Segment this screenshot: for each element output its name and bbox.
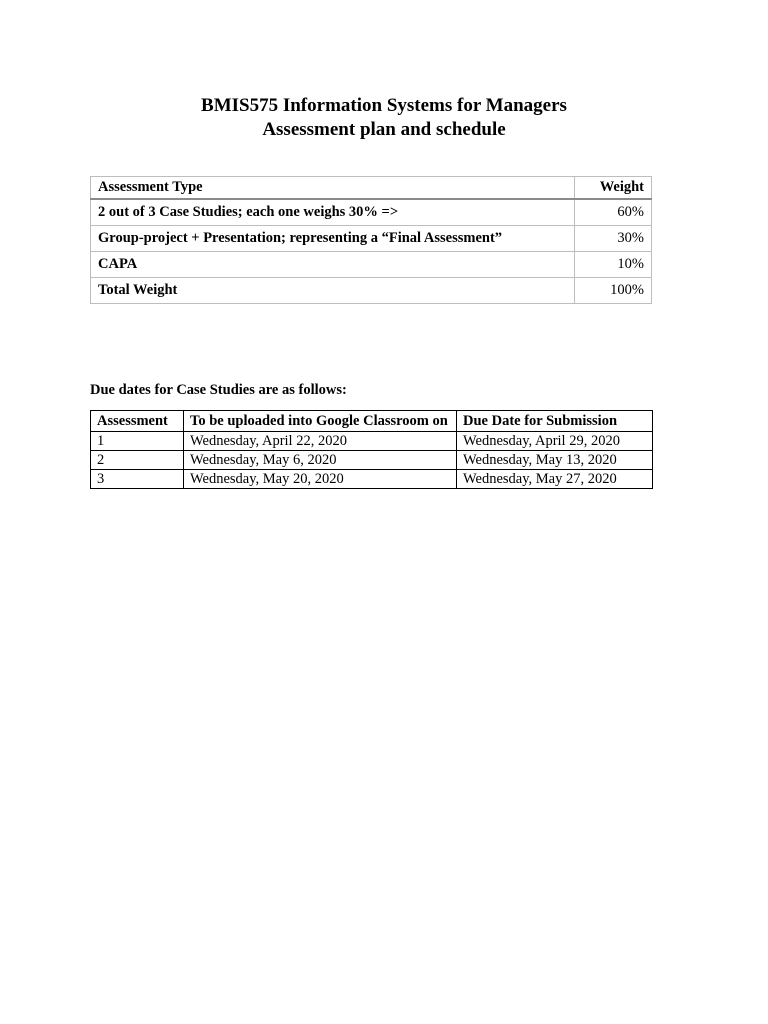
upload-date-cell: Wednesday, May 6, 2020: [184, 451, 457, 470]
assessment-type-cell: 2 out of 3 Case Studies; each one weighs 30% =>: [91, 199, 575, 226]
header-weight: Weight: [575, 177, 652, 200]
upload-date-cell: Wednesday, April 22, 2020: [184, 432, 457, 451]
case-study-schedule-table: [90, 410, 653, 489]
header-assessment: Assessment: [91, 411, 184, 432]
weight-cell: 60%: [575, 199, 652, 226]
assessment-number-cell: 2: [91, 451, 184, 470]
header-upload-date: To be uploaded into Google Classroom on: [184, 411, 457, 432]
schedule-heading: Due dates for Case Studies are as follows:: [90, 382, 347, 398]
document-title: [0, 94, 768, 142]
schedule-header-row: [91, 411, 653, 432]
header-assessment-type: Assessment Type: [91, 177, 575, 200]
assessment-weights-table: [90, 176, 652, 304]
assessment-type-cell: Group-project + Presentation; representing a “Final Assessment”: [91, 226, 575, 252]
table-row: [91, 451, 653, 470]
table-row: [91, 432, 653, 451]
assessment-type-cell: CAPA: [91, 252, 575, 278]
weight-cell: 100%: [575, 278, 652, 304]
table-row: [91, 226, 652, 252]
due-date-cell: Wednesday, April 29, 2020: [457, 432, 653, 451]
header-due-date: Due Date for Submission: [457, 411, 653, 432]
table-row: [91, 470, 653, 489]
assessment-type-cell: Total Weight: [91, 278, 575, 304]
title-line-subtitle: Assessment plan and schedule: [262, 119, 506, 140]
weight-cell: 30%: [575, 226, 652, 252]
table-row: [91, 278, 652, 304]
table-row: [91, 252, 652, 278]
due-date-cell: Wednesday, May 27, 2020: [457, 470, 653, 489]
due-date-cell: Wednesday, May 13, 2020: [457, 451, 653, 470]
weights-header-row: [91, 177, 652, 200]
table-row: [91, 199, 652, 226]
upload-date-cell: Wednesday, May 20, 2020: [184, 470, 457, 489]
weight-cell: 10%: [575, 252, 652, 278]
title-line-course: BMIS575 Information Systems for Managers: [201, 95, 567, 116]
assessment-number-cell: 1: [91, 432, 184, 451]
assessment-number-cell: 3: [91, 470, 184, 489]
